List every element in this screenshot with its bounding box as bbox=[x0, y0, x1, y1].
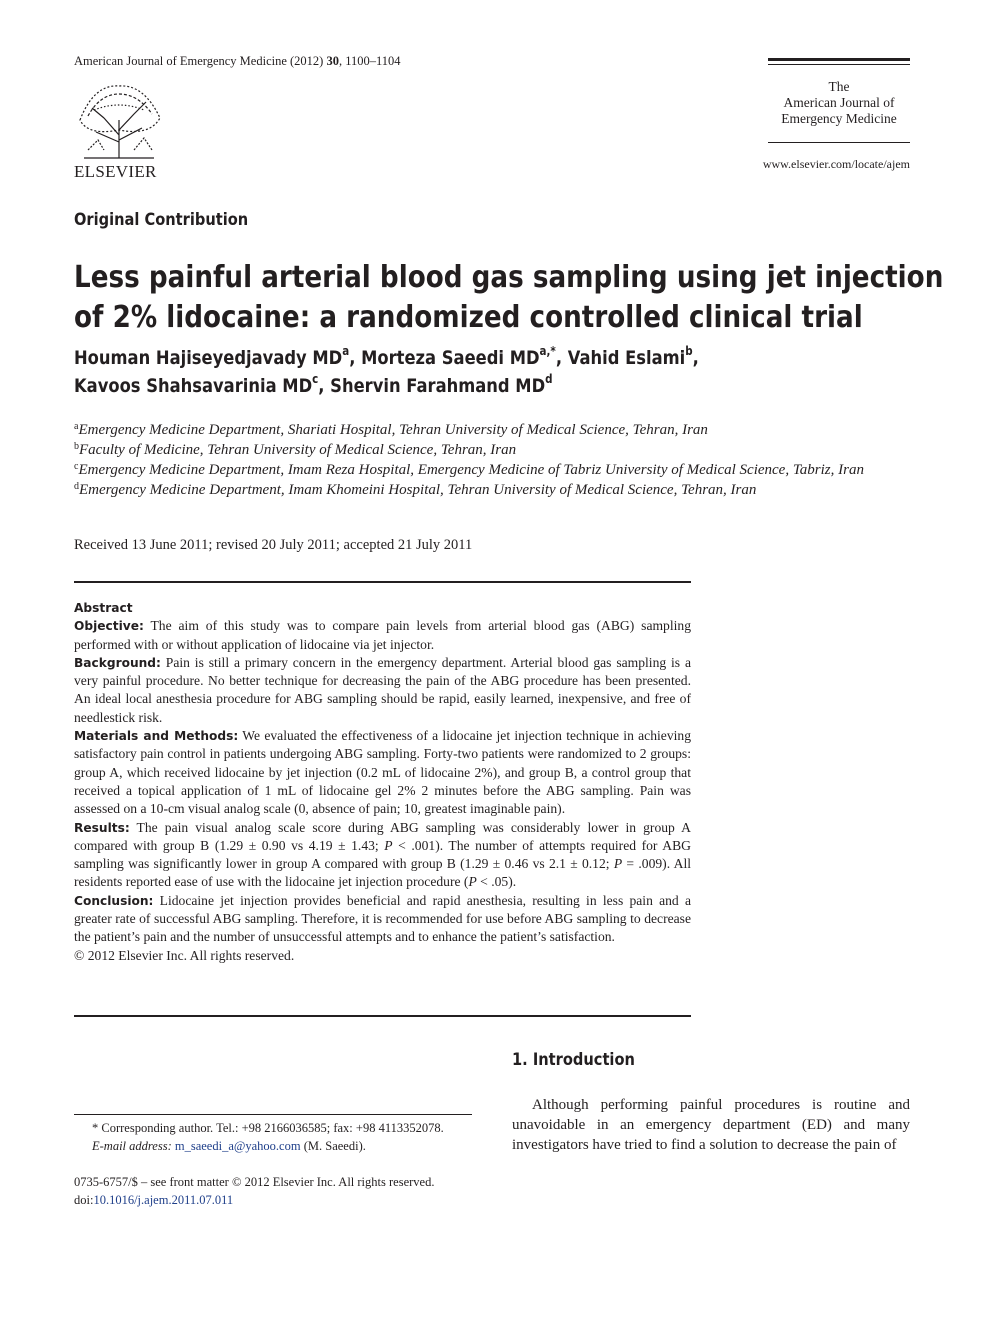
journal-citation bbox=[74, 54, 401, 69]
email-label: E-mail address: bbox=[92, 1139, 172, 1153]
journal-masthead bbox=[768, 79, 910, 127]
doi-line bbox=[74, 1191, 434, 1209]
affiliation-list bbox=[74, 420, 910, 500]
affiliation-mark: a bbox=[74, 421, 79, 432]
author-separator: , bbox=[692, 347, 699, 369]
author-affiliation-mark: d bbox=[545, 372, 553, 386]
corresponding-author-text: * Corresponding author. Tel.: +98 2166036585; fax: +98 4113352078. bbox=[92, 1121, 444, 1135]
affiliation-mark: d bbox=[74, 481, 79, 492]
abstract-text: The pain visual analog scale score during ABG sampling was considerably lower in group A compared with group B (1.29 ± 0.90 vs 4.19 ± 1.43; bbox=[74, 819, 691, 853]
journal-pages: , 1100–1104 bbox=[338, 54, 401, 68]
abstract-text: We evaluated the effectiveness of a lidocaine jet injection technique in achieving satisfactory pain control in patients undergoing ABG sampling. Forty-two patients were randomized to 2 groups: group A, which received lidocaine by jet injection (0.2 mL of lidocaine 2%), and group B, a control group that received a topical application of 1 mL of lidocaine gel 2% 2 minutes before the ABG sampling. Pain was assessed on a 10-cm visual analog scale (0, absence of pain; 10, greatest imaginable pain). bbox=[74, 728, 691, 817]
affiliation bbox=[74, 460, 910, 480]
affiliation-text: Emergency Medicine Department, Imam Reza Hospital, Emergency Medicine of Tabriz University of Medical Science, Tabriz, Iran bbox=[78, 462, 864, 478]
journal-volume: 30 bbox=[326, 54, 339, 68]
author-affiliation-mark: b bbox=[685, 344, 693, 358]
author-name: Vahid Eslami bbox=[567, 347, 686, 369]
doi-link[interactable]: 10.1016/j.ajem.2011.07.011 bbox=[93, 1193, 234, 1207]
abstract-text: < .001). The number of attempts required for ABG sampling was significantly lower in group A compared with group B (1.29 ± 0.46 vs 2.1 ± 0.12; bbox=[74, 837, 691, 872]
received-dates: Received 13 June 2011; revised 20 July 2011; accepted 21 July 2011 bbox=[74, 537, 473, 553]
masthead-line: American Journal of bbox=[783, 95, 895, 110]
abstract-copyright: © 2012 Elsevier Inc. All rights reserved. bbox=[74, 947, 295, 963]
corresponding-author-footnote bbox=[92, 1119, 482, 1155]
front-matter bbox=[74, 1173, 434, 1209]
article-title bbox=[74, 258, 944, 338]
publisher-logo-text: ELSEVIER bbox=[74, 162, 157, 181]
affiliation-text: Faculty of Medicine, Tehran University of Medical Science, Tehran, Iran bbox=[79, 442, 517, 458]
doi-label: doi: bbox=[74, 1193, 94, 1207]
author-separator: , bbox=[349, 347, 362, 369]
abstract-label: Background: bbox=[74, 655, 161, 670]
affiliation bbox=[74, 440, 910, 460]
affiliation-text: Emergency Medicine Department, Imam Khomeini Hospital, Tehran University of Medical Science, Tehran, Iran bbox=[79, 482, 757, 498]
abstract-heading: Abstract bbox=[74, 601, 133, 615]
abstract-background bbox=[74, 654, 691, 727]
abstract-label: Results: bbox=[74, 820, 130, 835]
abstract-rule-bottom bbox=[74, 1015, 691, 1017]
affiliation-text: Emergency Medicine Department, Shariati Hospital, Tehran University of Medical Science, Tehran, Iran bbox=[78, 422, 708, 438]
abstract-methods bbox=[74, 727, 691, 818]
abstract-text: = .009). All residents reported ease of use with the lidocaine jet injection procedure ( bbox=[74, 856, 691, 890]
masthead-line: Emergency Medicine bbox=[781, 111, 897, 126]
abstract-conclusion bbox=[74, 892, 691, 947]
affiliation-mark: c bbox=[74, 461, 79, 472]
affiliation-mark: b bbox=[74, 441, 79, 452]
author-name: Morteza Saeedi MD bbox=[361, 347, 540, 369]
abstract-results bbox=[74, 819, 691, 892]
author-separator: , bbox=[555, 347, 568, 369]
abstract-label: Conclusion: bbox=[74, 893, 154, 908]
abstract-label: Materials and Methods: bbox=[74, 729, 239, 744]
footnote-rule bbox=[74, 1114, 472, 1115]
affiliation bbox=[74, 480, 910, 500]
masthead-rule-thin bbox=[768, 64, 910, 65]
author-affiliation-mark: c bbox=[312, 372, 319, 386]
introduction-body bbox=[512, 1095, 910, 1155]
abstract-text: < .05). bbox=[476, 874, 517, 890]
abstract-rule-top bbox=[74, 581, 691, 583]
email-link[interactable]: m_saeedi_a@yahoo.com bbox=[174, 1139, 301, 1153]
abstract bbox=[74, 599, 691, 965]
abstract-text: Lidocaine jet injection provides beneficial and rapid anesthesia, resulting in less pain and a greater rate of successful ABG sampling. Therefore, it is recommended for use before ABG sampling to decrease the patient’s pain and the number of unsuccessful attempts and to enhance the patient’s satisfaction. bbox=[74, 892, 691, 945]
title-line: of 2% lidocaine: a randomized controlled clinical trial bbox=[74, 300, 863, 335]
author-affiliation-mark: a,* bbox=[539, 344, 556, 358]
masthead-line: The bbox=[828, 79, 850, 94]
affiliation bbox=[74, 420, 910, 440]
title-line: Less painful arterial blood gas sampling using jet injection bbox=[74, 260, 944, 295]
email-owner: (M. Saeedi). bbox=[300, 1139, 366, 1153]
p-value-symbol: P bbox=[384, 837, 393, 853]
masthead-rule-bottom bbox=[768, 142, 910, 143]
journal-name: American Journal of Emergency Medicine (2012) bbox=[74, 54, 327, 68]
author-list bbox=[74, 344, 934, 400]
introduction-paragraph: Although performing painful procedures is routine and unavoidable in an emergency department (ED) and many investigators have tried to find a solution to decrease the pain of bbox=[512, 1097, 910, 1153]
abstract-text: Pain is still a primary concern in the emergency department. Arterial blood gas sampling is a very painful procedure. No better technique for decreasing the pain of the ABG procedure has been presented. An ideal local anesthesia procedure for ABG sampling should be rapid, easily learned, inexpensive, and free of needlestick risk. bbox=[74, 654, 691, 725]
p-value-symbol: P bbox=[468, 874, 477, 890]
author-name: Shervin Farahmand MD bbox=[330, 375, 546, 397]
email-line bbox=[92, 1137, 482, 1155]
abstract-text: The aim of this study was to compare pain levels from arterial blood gas (ABG) sampling performed with or without application of lidocaine via jet injector. bbox=[74, 618, 691, 652]
journal-url[interactable]: www.elsevier.com/locate/ajem bbox=[762, 157, 910, 171]
section-label: Original Contribution bbox=[74, 210, 249, 230]
abstract-objective bbox=[74, 617, 691, 654]
masthead-rule-thick bbox=[768, 58, 910, 61]
abstract-label: Objective: bbox=[74, 619, 144, 634]
p-value-symbol: P bbox=[613, 856, 623, 872]
author-name: Kavoos Shahsavarinia MD bbox=[74, 375, 313, 397]
introduction-heading: 1. Introduction bbox=[512, 1050, 635, 1070]
issn-line: 0735-6757/$ – see front matter © 2012 Elsevier Inc. All rights reserved. bbox=[74, 1175, 435, 1189]
author-name: Houman Hajiseyedjavady MD bbox=[74, 347, 343, 369]
author-separator: , bbox=[318, 375, 331, 397]
author-affiliation-mark: a bbox=[342, 344, 350, 358]
